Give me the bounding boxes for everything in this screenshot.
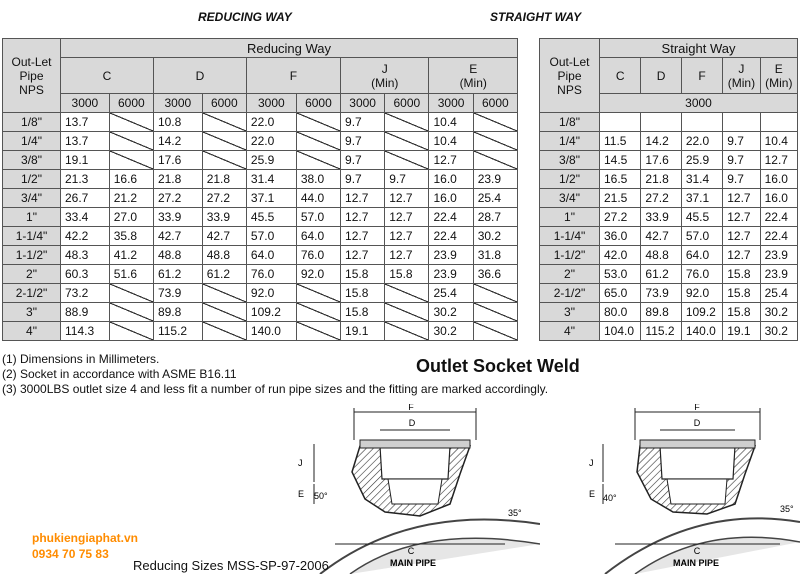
- table-cell: 31.8: [473, 246, 517, 265]
- table-cell: 15.8: [723, 303, 760, 322]
- table-cell: 27.2: [600, 208, 641, 227]
- row-size: 1/4": [540, 132, 600, 151]
- table-cell: 15.8: [385, 265, 429, 284]
- column-header-d: [641, 58, 681, 94]
- table-cell: [109, 132, 153, 151]
- table-cell: [385, 322, 429, 341]
- column-sub: (Min): [765, 75, 793, 90]
- note-1: (1) Dimensions in Millimeters.: [2, 352, 160, 366]
- table-cell: [202, 151, 246, 170]
- table-cell: 15.8: [341, 265, 385, 284]
- table-cell: [600, 113, 641, 132]
- table-cell: 10.8: [153, 113, 202, 132]
- table-cell: 42.0: [600, 246, 641, 265]
- table-cell: 12.7: [341, 246, 385, 265]
- table-cell: 33.4: [61, 208, 110, 227]
- outlet-socket-weld-title: Outlet Socket Weld: [416, 356, 580, 376]
- class-header: 6000: [109, 94, 153, 113]
- column-header-d: [153, 58, 246, 94]
- table-row: [3, 265, 518, 284]
- row-size: 1-1/4": [3, 227, 61, 246]
- table-cell: 76.0: [681, 265, 722, 284]
- table-cell: 22.0: [246, 113, 296, 132]
- table-cell: 12.7: [723, 208, 760, 227]
- row-size: 4": [3, 322, 61, 341]
- row-size: 3/4": [3, 189, 61, 208]
- table-cell: 30.2: [760, 303, 797, 322]
- table-cell: 9.7: [723, 132, 760, 151]
- row-size: 1/8": [3, 113, 61, 132]
- table-cell: 109.2: [246, 303, 296, 322]
- table-cell: [473, 132, 517, 151]
- row-size: 1-1/2": [3, 246, 61, 265]
- label-bevel: 35°: [508, 508, 522, 518]
- table-cell: [296, 151, 340, 170]
- label-f: F: [694, 404, 700, 412]
- column-name: J: [738, 61, 745, 76]
- table-cell: [473, 322, 517, 341]
- table-cell: 9.7: [341, 132, 385, 151]
- table-cell: 30.2: [473, 227, 517, 246]
- table-cell: 12.7: [723, 189, 760, 208]
- watermark: [32, 530, 138, 562]
- table-cell: 27.2: [153, 189, 202, 208]
- label-e: E: [298, 489, 305, 499]
- straight-way-heading: STRAIGHT WAY: [490, 10, 582, 24]
- table-cell: 22.4: [429, 208, 473, 227]
- label-angle: 50°: [314, 491, 328, 501]
- label-bevel: 35°: [780, 504, 794, 514]
- table-cell: 35.8: [109, 227, 153, 246]
- class-header: 3000: [341, 94, 385, 113]
- table-row: [540, 303, 798, 322]
- class-header: 6000: [473, 94, 517, 113]
- table-cell: 9.7: [385, 170, 429, 189]
- table-cell: 30.2: [429, 322, 473, 341]
- table-cell: 10.4: [429, 132, 473, 151]
- table-cell: 64.0: [246, 246, 296, 265]
- table-cell: 140.0: [681, 322, 722, 341]
- table-cell: 64.0: [681, 246, 722, 265]
- class-header: 3000: [246, 94, 296, 113]
- table-cell: 28.7: [473, 208, 517, 227]
- table-cell: 37.1: [246, 189, 296, 208]
- row-size: 1/2": [540, 170, 600, 189]
- table-cell: 48.8: [641, 246, 681, 265]
- table-cell: 23.9: [429, 246, 473, 265]
- table-cell: 22.4: [760, 227, 797, 246]
- table-row: [3, 303, 518, 322]
- row-size: 4": [540, 322, 600, 341]
- column-name: E: [469, 61, 478, 76]
- table-cell: 27.2: [202, 189, 246, 208]
- table-row: [540, 322, 798, 341]
- table-cell: 14.2: [153, 132, 202, 151]
- table-cell: 73.2: [61, 284, 110, 303]
- table-cell: 22.4: [760, 208, 797, 227]
- table-cell: 30.2: [760, 322, 797, 341]
- table-cell: 17.6: [641, 151, 681, 170]
- row-size: 1/2": [3, 170, 61, 189]
- table-cell: 14.5: [600, 151, 641, 170]
- table-cell: [109, 113, 153, 132]
- table-cell: 13.7: [61, 132, 110, 151]
- table-cell: 64.0: [296, 227, 340, 246]
- label-main-pipe: MAIN PIPE: [673, 558, 720, 568]
- column-name: C: [102, 68, 112, 83]
- table-cell: 27.2: [641, 189, 681, 208]
- table-cell: 10.4: [760, 132, 797, 151]
- column-sub: (Min): [371, 75, 399, 90]
- table-cell: 12.7: [723, 246, 760, 265]
- table-cell: 45.5: [681, 208, 722, 227]
- table-cell: 10.4: [429, 113, 473, 132]
- table-cell: [109, 151, 153, 170]
- table-cell: [109, 322, 153, 341]
- table-cell: 26.7: [61, 189, 110, 208]
- table-cell: 61.2: [153, 265, 202, 284]
- table-cell: 23.9: [429, 265, 473, 284]
- table-cell: 60.3: [61, 265, 110, 284]
- table-cell: 23.9: [760, 265, 797, 284]
- table-cell: 38.0: [296, 170, 340, 189]
- column-name: D: [656, 68, 666, 83]
- table-cell: 31.4: [681, 170, 722, 189]
- row-size: 3": [3, 303, 61, 322]
- row-label-header: Out-Let Pipe NPS: [540, 39, 600, 113]
- table-cell: [473, 151, 517, 170]
- table-row: [540, 227, 798, 246]
- row-size: 1/8": [540, 113, 600, 132]
- table-cell: 27.0: [109, 208, 153, 227]
- class-header: 6000: [202, 94, 246, 113]
- table-cell: 61.2: [641, 265, 681, 284]
- table-cell: 48.8: [153, 246, 202, 265]
- table-cell: 16.0: [760, 170, 797, 189]
- table-cell: 11.5: [600, 132, 641, 151]
- table-cell: 109.2: [681, 303, 722, 322]
- row-size: 3/4": [540, 189, 600, 208]
- label-e: E: [589, 489, 596, 499]
- table-cell: 76.0: [296, 246, 340, 265]
- table-cell: 57.0: [246, 227, 296, 246]
- label-d: D: [408, 418, 416, 428]
- table-cell: 25.9: [681, 151, 722, 170]
- table-cell: 9.7: [723, 151, 760, 170]
- table-cell: 42.7: [153, 227, 202, 246]
- table-row: [3, 151, 518, 170]
- table-cell: 45.5: [246, 208, 296, 227]
- table-cell: [641, 113, 681, 132]
- table-row: [3, 132, 518, 151]
- note-3: (3) 3000LBS outlet size 4 and less fit a number of run pipe sizes and the fitting are marked accordingly.: [2, 382, 549, 396]
- table-cell: 92.0: [296, 265, 340, 284]
- table-row: [540, 170, 798, 189]
- table-row: [3, 322, 518, 341]
- table-cell: 25.9: [246, 151, 296, 170]
- table-cell: 14.2: [641, 132, 681, 151]
- table-cell: 17.6: [153, 151, 202, 170]
- table-cell: 41.2: [109, 246, 153, 265]
- table-cell: [760, 113, 797, 132]
- table-cell: 21.5: [600, 189, 641, 208]
- straight-way-table: [539, 38, 798, 341]
- table-cell: 80.0: [600, 303, 641, 322]
- table-cell: 12.7: [385, 208, 429, 227]
- table-cell: 12.7: [429, 151, 473, 170]
- table-cell: 25.4: [473, 189, 517, 208]
- table-cell: [681, 113, 722, 132]
- table-cell: [296, 113, 340, 132]
- table-row: [540, 208, 798, 227]
- table-cell: [296, 322, 340, 341]
- table-cell: 16.5: [600, 170, 641, 189]
- table-cell: 36.6: [473, 265, 517, 284]
- table-cell: 42.7: [202, 227, 246, 246]
- table-row: [540, 132, 798, 151]
- table-cell: 15.8: [723, 284, 760, 303]
- table-row: [540, 151, 798, 170]
- table-cell: 9.7: [723, 170, 760, 189]
- table-row: [3, 284, 518, 303]
- table-cell: 104.0: [600, 322, 641, 341]
- table-cell: 12.7: [341, 208, 385, 227]
- table-cell: 12.7: [760, 151, 797, 170]
- table-cell: 12.7: [385, 227, 429, 246]
- table-cell: 16.0: [760, 189, 797, 208]
- reducing-outlet-diagram: [290, 404, 540, 574]
- table-row: [3, 170, 518, 189]
- table-row: [540, 113, 798, 132]
- table-cell: [473, 113, 517, 132]
- class-header: 3000: [153, 94, 202, 113]
- table-cell: 61.2: [202, 265, 246, 284]
- table-cell: [202, 322, 246, 341]
- row-size: 1/4": [3, 132, 61, 151]
- class-header: 3000: [61, 94, 110, 113]
- table-row: [3, 227, 518, 246]
- row-size: 2": [3, 265, 61, 284]
- row-size: 3": [540, 303, 600, 322]
- class-header: 3000: [600, 94, 798, 113]
- table-cell: 15.8: [723, 265, 760, 284]
- table-cell: 23.9: [473, 170, 517, 189]
- column-header-e: [760, 58, 797, 94]
- table-cell: 22.0: [246, 132, 296, 151]
- label-main-pipe: MAIN PIPE: [390, 558, 437, 568]
- table-cell: 42.7: [641, 227, 681, 246]
- table-cell: 15.8: [341, 303, 385, 322]
- table-cell: [385, 284, 429, 303]
- table-row: [3, 189, 518, 208]
- column-name: F: [289, 68, 298, 83]
- reducing-way-heading: REDUCING WAY: [198, 10, 292, 24]
- label-j: J: [298, 458, 303, 468]
- table-cell: 21.8: [202, 170, 246, 189]
- table-cell: 15.8: [341, 284, 385, 303]
- group-header: Straight Way: [600, 39, 798, 58]
- table-cell: 89.8: [641, 303, 681, 322]
- table-cell: [202, 113, 246, 132]
- table-cell: 21.3: [61, 170, 110, 189]
- table-cell: 33.9: [202, 208, 246, 227]
- table-cell: [473, 303, 517, 322]
- table-cell: [202, 132, 246, 151]
- table-row: [540, 284, 798, 303]
- label-d: D: [693, 418, 701, 428]
- table-cell: 92.0: [246, 284, 296, 303]
- row-size: 2-1/2": [540, 284, 600, 303]
- column-name: J: [381, 61, 388, 76]
- straight-outlet-diagram: [585, 404, 800, 574]
- table-cell: [296, 132, 340, 151]
- column-name: C: [615, 68, 625, 83]
- label-c: C: [407, 546, 415, 556]
- column-header-e: [429, 58, 518, 94]
- table-cell: 51.6: [109, 265, 153, 284]
- table-cell: 31.4: [246, 170, 296, 189]
- table-cell: 16.0: [429, 189, 473, 208]
- table-cell: 89.8: [153, 303, 202, 322]
- table-cell: 13.7: [61, 113, 110, 132]
- table-cell: [385, 303, 429, 322]
- table-cell: [296, 303, 340, 322]
- column-header-j: [341, 58, 429, 94]
- table-cell: 33.9: [641, 208, 681, 227]
- table-cell: [202, 303, 246, 322]
- column-header-c: [600, 58, 641, 94]
- table-cell: [473, 284, 517, 303]
- table-cell: 16.0: [429, 170, 473, 189]
- table-cell: [296, 284, 340, 303]
- table-cell: 57.0: [296, 208, 340, 227]
- table-cell: 44.0: [296, 189, 340, 208]
- table-cell: 21.8: [641, 170, 681, 189]
- table-cell: 19.1: [341, 322, 385, 341]
- table-cell: 115.2: [641, 322, 681, 341]
- table-cell: 12.7: [341, 227, 385, 246]
- table-cell: [723, 113, 760, 132]
- table-cell: 19.1: [723, 322, 760, 341]
- table-cell: 53.0: [600, 265, 641, 284]
- footer-caption: Reducing Sizes MSS-SP-97-2006: [133, 558, 329, 573]
- column-name: E: [774, 61, 783, 76]
- table-cell: 9.7: [341, 170, 385, 189]
- table-cell: 114.3: [61, 322, 110, 341]
- table-cell: [202, 284, 246, 303]
- row-size: 2-1/2": [3, 284, 61, 303]
- row-size: 1-1/4": [540, 227, 600, 246]
- table-row: [3, 113, 518, 132]
- table-cell: 23.9: [760, 246, 797, 265]
- row-size: 2": [540, 265, 600, 284]
- table-cell: 57.0: [681, 227, 722, 246]
- table-cell: 16.6: [109, 170, 153, 189]
- table-cell: 9.7: [341, 113, 385, 132]
- group-header: Reducing Way: [61, 39, 518, 58]
- table-cell: [109, 284, 153, 303]
- label-angle: 40°: [603, 493, 617, 503]
- column-header-f: [681, 58, 722, 94]
- table-cell: 12.7: [341, 189, 385, 208]
- table-row: [540, 246, 798, 265]
- label-c: C: [693, 546, 701, 556]
- table-cell: 22.0: [681, 132, 722, 151]
- table-cell: 48.8: [202, 246, 246, 265]
- table-row: [3, 246, 518, 265]
- row-size: 1": [540, 208, 600, 227]
- row-label-header: Out-Let Pipe NPS: [3, 39, 61, 113]
- table-cell: 42.2: [61, 227, 110, 246]
- row-size: 1-1/2": [540, 246, 600, 265]
- table-cell: [385, 113, 429, 132]
- row-size: 1": [3, 208, 61, 227]
- table-cell: 36.0: [600, 227, 641, 246]
- column-name: F: [698, 68, 706, 83]
- table-cell: 12.7: [385, 189, 429, 208]
- table-row: [540, 265, 798, 284]
- table-cell: 92.0: [681, 284, 722, 303]
- column-name: D: [195, 68, 205, 83]
- table-cell: 21.8: [153, 170, 202, 189]
- reducing-way-table: [2, 38, 518, 341]
- table-cell: 21.2: [109, 189, 153, 208]
- table-cell: [109, 303, 153, 322]
- table-cell: 48.3: [61, 246, 110, 265]
- watermark-site: phukiengiaphat.vn: [32, 531, 139, 545]
- column-header-j: [723, 58, 760, 94]
- table-cell: 88.9: [61, 303, 110, 322]
- table-cell: 37.1: [681, 189, 722, 208]
- table-cell: 25.4: [429, 284, 473, 303]
- table-row: [3, 208, 518, 227]
- table-cell: 33.9: [153, 208, 202, 227]
- table-cell: 73.9: [641, 284, 681, 303]
- column-sub: (Min): [459, 75, 487, 90]
- table-cell: 12.7: [385, 246, 429, 265]
- table-row: [540, 189, 798, 208]
- watermark-phone: 0934 70 75 83: [32, 547, 109, 561]
- label-f: F: [408, 404, 414, 412]
- table-cell: 9.7: [341, 151, 385, 170]
- table-cell: 22.4: [429, 227, 473, 246]
- table-cell: [385, 132, 429, 151]
- class-header: 3000: [429, 94, 473, 113]
- table-cell: 25.4: [760, 284, 797, 303]
- class-header: 6000: [385, 94, 429, 113]
- table-cell: 19.1: [61, 151, 110, 170]
- table-cell: [385, 151, 429, 170]
- class-header: 6000: [296, 94, 340, 113]
- table-cell: 115.2: [153, 322, 202, 341]
- table-cell: 30.2: [429, 303, 473, 322]
- table-cell: 73.9: [153, 284, 202, 303]
- column-sub: (Min): [727, 75, 756, 90]
- row-size: 3/8": [540, 151, 600, 170]
- table-cell: 140.0: [246, 322, 296, 341]
- column-header-f: [246, 58, 340, 94]
- column-header-c: [61, 58, 154, 94]
- label-j: J: [589, 458, 594, 468]
- row-size: 3/8": [3, 151, 61, 170]
- table-cell: 76.0: [246, 265, 296, 284]
- table-cell: 12.7: [723, 227, 760, 246]
- note-2: (2) Socket in accordance with ASME B16.11: [2, 367, 237, 381]
- table-cell: 65.0: [600, 284, 641, 303]
